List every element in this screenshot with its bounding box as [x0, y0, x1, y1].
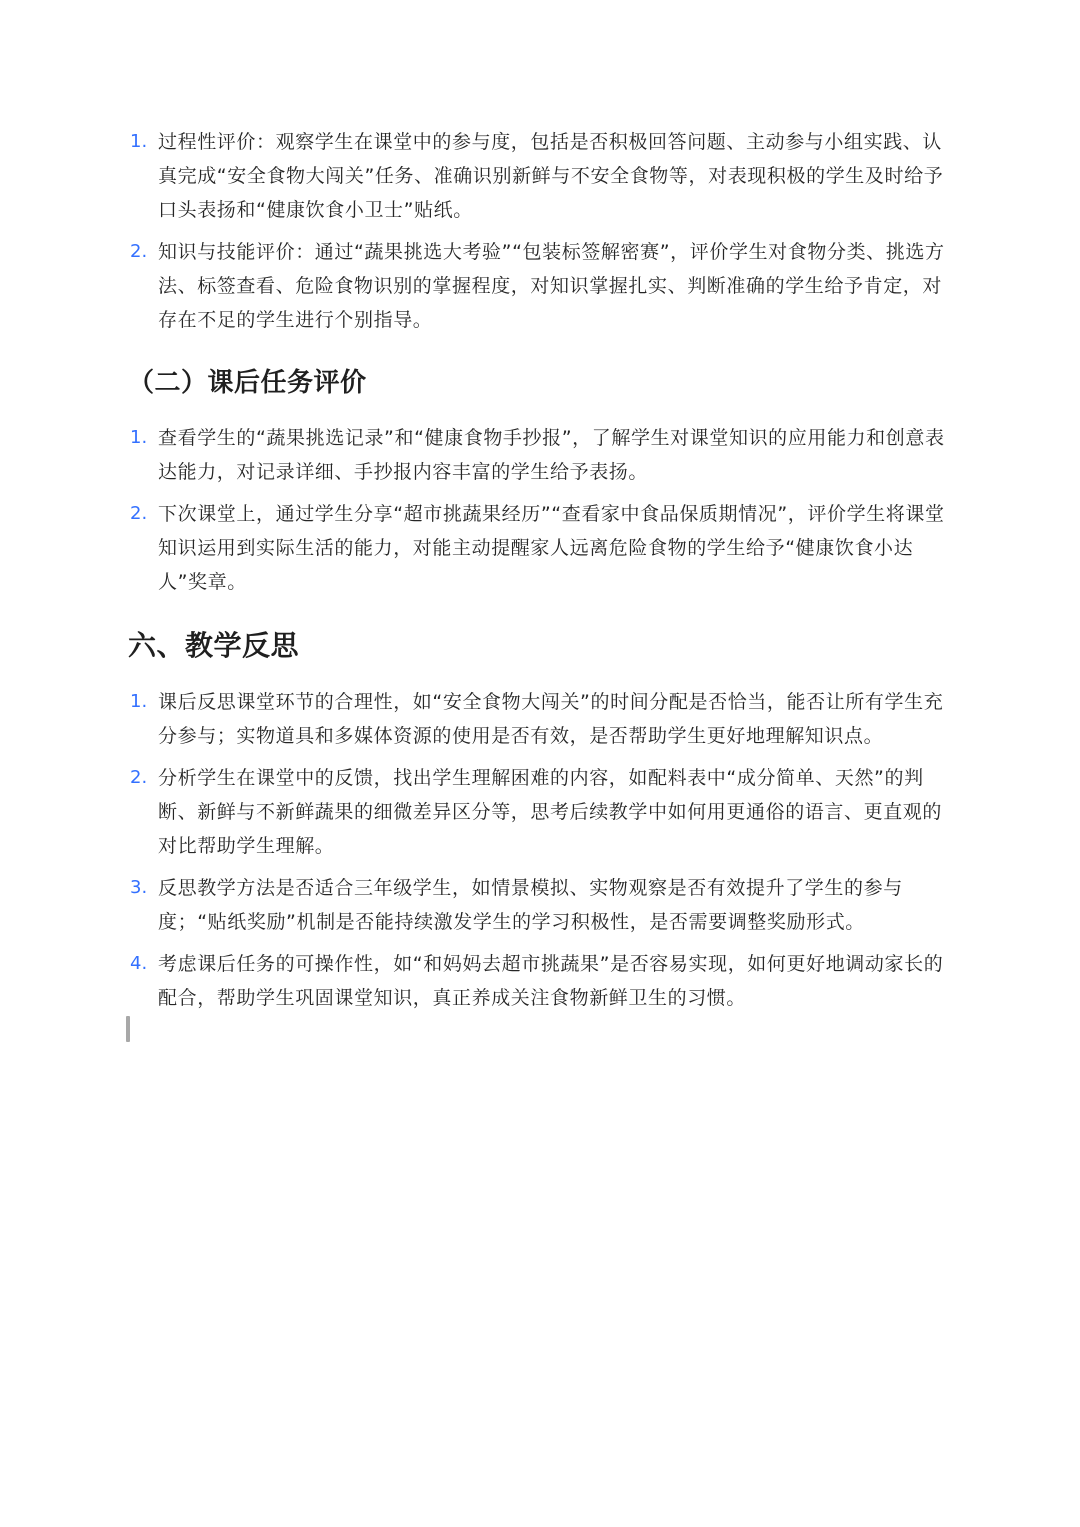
list-item [128, 421, 950, 489]
heading-teaching-reflection: 六、教学反思 [128, 629, 300, 662]
list-number: 1. [130, 427, 148, 448]
list-item [128, 947, 950, 1015]
heading-after-class-evaluation: （二）课后任务评价 [128, 368, 367, 398]
document-body [128, 125, 950, 1023]
text-cursor-marker [126, 1016, 130, 1042]
list-item-text: 查看学生的“蔬果挑选记录”和“健康食物手抄报”，了解学生对课堂知识的应用能力和创意表达能力，对记录详细、手抄报内容丰富的学生给予表扬。 [158, 427, 945, 483]
list-number: 1. [130, 691, 148, 712]
list-item [128, 235, 950, 337]
list-item [128, 125, 950, 227]
list-number: 4. [130, 953, 148, 974]
list-item [128, 497, 950, 599]
list-item [128, 871, 950, 939]
list-item [128, 761, 950, 863]
list-item-text: 过程性评价：观察学生在课堂中的参与度，包括是否积极回答问题、主动参与小组实践、认真完成“安全食物大闯关”任务、准确识别新鲜与不安全食物等，对表现积极的学生及时给予口头表扬和“健康饮食小卫士”贴纸。 [158, 131, 944, 221]
list-number: 2. [130, 241, 148, 262]
after-class-evaluation-list [128, 421, 950, 599]
list-item-text: 考虑课后任务的可操作性，如“和妈妈去超市挑蔬果”是否容易实现，如何更好地调动家长的配合，帮助学生巩固课堂知识，真正养成关注食物新鲜卫生的习惯。 [158, 953, 944, 1009]
list-item-text: 下次课堂上，通过学生分享“超市挑蔬果经历”“查看家中食品保质期情况”，评价学生将课堂知识运用到实际生活的能力，对能主动提醒家人远离危险食物的学生给予“健康饮食小达人”奖章。 [158, 503, 945, 593]
list-item-text: 知识与技能评价：通过“蔬果挑选大考验”“包装标签解密赛”，评价学生对食物分类、挑选方法、标签查看、危险食物识别的掌握程度，对知识掌握扎实、判断准确的学生给予肯定，对存在不足的学生进行个别指导。 [158, 241, 945, 331]
list-item [128, 685, 950, 753]
list-number: 3. [130, 877, 148, 898]
list-number: 1. [130, 131, 148, 152]
list-number: 2. [130, 503, 148, 524]
list-number: 2. [130, 767, 148, 788]
class-evaluation-list [128, 125, 950, 337]
list-item-text: 分析学生在课堂中的反馈，找出学生理解困难的内容，如配料表中“成分简单、天然”的判断、新鲜与不新鲜蔬果的细微差异区分等，思考后续教学中如何用更通俗的语言、更直观的对比帮助学生理解。 [158, 767, 943, 857]
teaching-reflection-list [128, 685, 950, 1015]
list-item-text: 反思教学方法是否适合三年级学生，如情景模拟、实物观察是否有效提升了学生的参与度；“贴纸奖励”机制是否能持续激发学生的学习积极性，是否需要调整奖励形式。 [158, 877, 903, 933]
list-item-text: 课后反思课堂环节的合理性，如“安全食物大闯关”的时间分配是否恰当，能否让所有学生充分参与；实物道具和多媒体资源的使用是否有效，是否帮助学生更好地理解知识点。 [158, 691, 944, 747]
